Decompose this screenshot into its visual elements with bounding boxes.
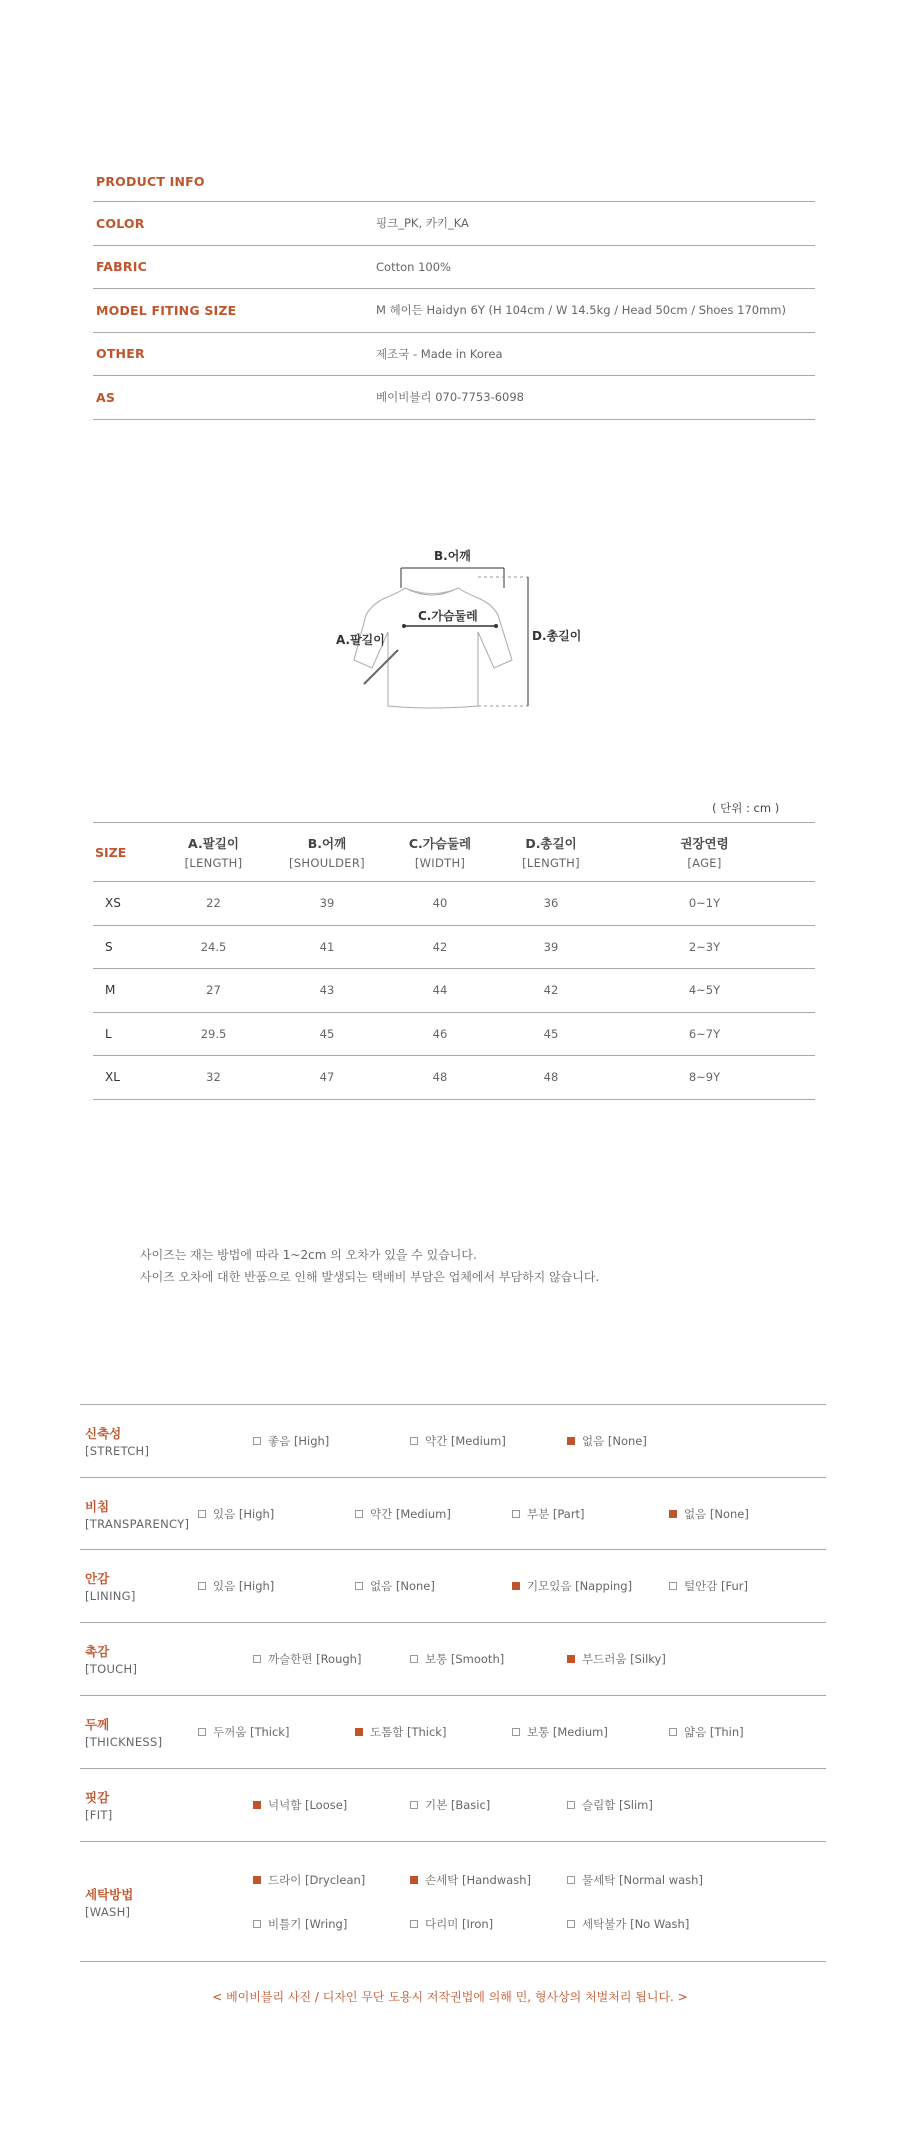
property-label-en: [TRANSPARENCY] [85, 1516, 190, 1531]
size-value-cell: 45 [319, 1026, 335, 1041]
property-label [80, 1788, 253, 1822]
property-label-en: [STRETCH] [85, 1444, 150, 1458]
property-label-en: [TOUCH] [85, 1662, 138, 1676]
size-value-cell: 39 [319, 896, 335, 911]
size-name-cell: XS [105, 896, 121, 911]
property-label [80, 1497, 198, 1531]
property-option-label: 슬림함 [Slim] [582, 1798, 653, 1812]
unchecked-box-icon [410, 1801, 418, 1809]
size-table [93, 822, 815, 1100]
table-row [93, 1013, 815, 1057]
property-row [80, 1478, 826, 1550]
unit-label: ( 단위 : cm ) [712, 801, 780, 815]
unchecked-box-icon [198, 1728, 206, 1736]
property-option [355, 1724, 512, 1740]
unchecked-box-icon [198, 1582, 206, 1590]
property-option [410, 1916, 567, 1932]
property-option [410, 1433, 567, 1449]
size-value-cell: 47 [319, 1070, 335, 1085]
size-value-cell: 2~3Y [688, 939, 721, 954]
property-option [410, 1651, 567, 1667]
size-value-cell: 29.5 [200, 1026, 227, 1041]
table-row [93, 882, 815, 926]
unchecked-box-icon [253, 1920, 261, 1928]
unchecked-box-icon [410, 1920, 418, 1928]
property-option-label: 기모있음 [Napping] [527, 1579, 633, 1593]
size-name-cell: L [105, 1026, 112, 1041]
size-value-cell: 41 [319, 939, 335, 954]
info-value: 핑크_PK, 카키_KA [376, 216, 469, 231]
property-label-ko: 두께 [85, 1717, 110, 1732]
property-option [355, 1506, 512, 1522]
size-value-cell: 22 [206, 896, 221, 911]
header-chest-en: [WIDTH] [414, 856, 466, 870]
property-option-label: 부드러움 [Silky] [582, 1652, 666, 1666]
property-row [80, 1405, 826, 1478]
property-option [253, 1916, 410, 1932]
checked-box-icon [669, 1510, 677, 1518]
property-option-label: 도톰함 [Thick] [370, 1725, 447, 1739]
property-option-label: 얇음 [Thin] [684, 1725, 744, 1739]
property-option-label: 비틀기 [Wring] [268, 1916, 348, 1931]
copyright-notice: < 베이비블리 사진 / 디자인 무단 도용시 저작권법에 의해 민, 형사상의 처벌처리 됩니다. > [212, 1990, 688, 2004]
checked-box-icon [567, 1655, 575, 1663]
property-option [512, 1724, 669, 1740]
info-label: OTHER [96, 346, 145, 362]
size-value-cell: 40 [432, 896, 448, 911]
property-option-label: 털안감 [Fur] [684, 1579, 748, 1593]
measurement-diagram [330, 540, 582, 720]
info-row-other [93, 333, 815, 377]
property-option [198, 1578, 355, 1594]
property-option-label: 약간 [Medium] [370, 1506, 451, 1521]
property-option-label: 드라이 [Dryclean] [268, 1872, 366, 1887]
notice-line: 사이즈 오차에 대한 반품으로 인해 발생되는 택배비 부담은 업체에서 부담하지 않습니다. [140, 1270, 600, 1284]
property-option-label: 까슬한편 [Rough] [268, 1652, 362, 1666]
property-option-label: 약간 [Medium] [425, 1434, 506, 1448]
header-age-en: [AGE] [687, 856, 722, 870]
size-value-cell: 4~5Y [688, 983, 721, 998]
unchecked-box-icon [567, 1920, 575, 1928]
diagram-label-length: D.총길이 [532, 629, 582, 643]
property-label [80, 1715, 198, 1749]
property-option-label: 보통 [Smooth] [425, 1652, 505, 1666]
info-label: FABRIC [96, 259, 147, 275]
unchecked-box-icon [198, 1510, 206, 1518]
unchecked-box-icon [669, 1582, 677, 1590]
product-info-table [93, 168, 815, 420]
info-value: M 헤이든 Haidyn 6Y (H 104cm / W 14.5kg / Head 50cm / Shoes 170mm) [376, 303, 786, 318]
unchecked-box-icon [410, 1437, 418, 1445]
checked-box-icon [512, 1582, 520, 1590]
size-value-cell: 0~1Y [688, 896, 721, 911]
property-option [512, 1506, 669, 1522]
garment-sketch-icon [330, 540, 582, 720]
property-option [198, 1506, 355, 1522]
size-table-header [93, 822, 815, 882]
property-option-label: 다리미 [Iron] [425, 1916, 494, 1931]
unchecked-box-icon [355, 1510, 363, 1518]
unchecked-box-icon [512, 1510, 520, 1518]
header-age: 권장연령 [680, 836, 729, 851]
property-option [567, 1872, 724, 1888]
checked-box-icon [567, 1437, 575, 1445]
header-length: D.총길이 [525, 836, 577, 851]
unchecked-box-icon [410, 1655, 418, 1663]
size-value-cell: 48 [432, 1070, 448, 1085]
property-label [80, 1642, 253, 1676]
checked-box-icon [253, 1801, 261, 1809]
property-option [512, 1578, 669, 1594]
property-option-label: 손세탁 [Handwash] [425, 1872, 531, 1887]
size-value-cell: 36 [543, 896, 559, 911]
info-row-color [93, 202, 815, 246]
size-notice [140, 1244, 599, 1288]
property-option [253, 1872, 410, 1888]
property-option [253, 1797, 410, 1813]
unchecked-box-icon [567, 1876, 575, 1884]
unchecked-box-icon [669, 1728, 677, 1736]
diagram-label-shoulder: B.어깨 [434, 549, 471, 563]
info-label: COLOR [96, 215, 145, 231]
info-value: 베이비블리 070-7753-6098 [376, 390, 524, 405]
property-label-ko: 안감 [85, 1571, 110, 1586]
property-option-label: 없음 [None] [370, 1579, 435, 1593]
property-label [80, 1885, 253, 1919]
property-row [80, 1550, 826, 1623]
size-value-cell: 43 [319, 983, 335, 998]
header-sleeve: A.팔길이 [188, 836, 239, 851]
property-option [253, 1433, 410, 1449]
property-label [80, 1569, 198, 1603]
property-option-label: 없음 [None] [582, 1434, 647, 1448]
info-label: MODEL FITING SIZE [96, 302, 237, 318]
size-value-cell: 27 [206, 983, 221, 998]
property-option [253, 1651, 410, 1667]
property-option [410, 1797, 567, 1813]
property-option-label: 물세탁 [Normal wash] [582, 1872, 703, 1887]
size-value-cell: 24.5 [200, 939, 227, 954]
property-option [355, 1578, 512, 1594]
property-label-en: [WASH] [85, 1904, 131, 1919]
size-name-cell: XL [105, 1070, 120, 1085]
checked-box-icon [355, 1728, 363, 1736]
unchecked-box-icon [355, 1582, 363, 1590]
checked-box-icon [253, 1876, 261, 1884]
info-row-model-size [93, 289, 815, 333]
header-shoulder-en: [SHOULDER] [289, 856, 365, 870]
property-option [669, 1724, 826, 1740]
header-length-en: [LENGTH] [522, 856, 580, 870]
size-value-cell: 45 [543, 1026, 559, 1041]
property-option-label: 있음 [High] [213, 1579, 275, 1593]
property-row [80, 1842, 826, 1962]
property-label-en: [FIT] [85, 1808, 113, 1822]
property-label-en: [LINING] [85, 1589, 136, 1603]
header-shoulder: B.어깨 [307, 836, 347, 851]
table-row [93, 969, 815, 1013]
size-name-cell: M [105, 983, 116, 998]
property-option-label: 기본 [Basic] [425, 1798, 491, 1812]
size-value-cell: 42 [543, 983, 559, 998]
info-row-as [93, 376, 815, 420]
size-name-cell: S [105, 939, 113, 954]
info-value: Cotton 100% [376, 259, 451, 274]
property-option-label: 있음 [High] [213, 1506, 275, 1521]
property-option-label: 부분 [Part] [527, 1506, 585, 1521]
size-value-cell: 8~9Y [688, 1070, 721, 1085]
property-option-label: 좋음 [High] [268, 1434, 330, 1448]
property-option [669, 1578, 826, 1594]
property-option [567, 1433, 724, 1449]
property-option [410, 1872, 567, 1888]
property-option [567, 1797, 724, 1813]
diagram-label-sleeve: A.팔길이 [336, 633, 385, 647]
property-label-ko: 핏감 [85, 1790, 110, 1805]
product-info-title: PRODUCT INFO [96, 174, 205, 189]
size-header: SIZE [95, 844, 127, 860]
size-value-cell: 46 [432, 1026, 448, 1041]
property-option [669, 1506, 826, 1522]
unchecked-box-icon [512, 1728, 520, 1736]
unchecked-box-icon [253, 1437, 261, 1445]
info-value: 제조국 - Made in Korea [376, 346, 503, 361]
property-label-ko: 신축성 [85, 1426, 122, 1441]
property-row [80, 1696, 826, 1769]
property-row [80, 1623, 826, 1696]
property-option-label: 보통 [Medium] [527, 1725, 608, 1739]
size-value-cell: 6~7Y [688, 1026, 721, 1041]
property-option-label: 두꺼움 [Thick] [213, 1725, 290, 1739]
property-option [198, 1724, 355, 1740]
property-option-label: 넉넉함 [Loose] [268, 1798, 348, 1812]
property-label [80, 1424, 253, 1458]
property-option-label: 없음 [None] [684, 1506, 749, 1521]
size-value-cell: 39 [543, 939, 559, 954]
header-chest: C.가슴둘레 [408, 836, 472, 851]
diagram-label-chest: C.가슴둘레 [418, 609, 478, 623]
size-value-cell: 48 [543, 1070, 559, 1085]
table-row [93, 1056, 815, 1100]
size-value-cell: 42 [432, 939, 448, 954]
unchecked-box-icon [253, 1655, 261, 1663]
property-option [567, 1916, 724, 1932]
checked-box-icon [410, 1876, 418, 1884]
property-label-ko: 비침 [85, 1498, 110, 1514]
unchecked-box-icon [567, 1801, 575, 1809]
product-info-header [93, 168, 815, 202]
info-label: AS [96, 389, 116, 405]
property-label-en: [THICKNESS] [85, 1735, 163, 1749]
property-option-label: 세탁불가 [No Wash] [582, 1916, 690, 1931]
size-value-cell: 32 [206, 1070, 221, 1085]
size-value-cell: 44 [432, 983, 448, 998]
fabric-properties-table [80, 1404, 826, 1962]
property-option [567, 1651, 724, 1667]
notice-line: 사이즈는 재는 방법에 따라 1~2cm 의 오차가 있을 수 있습니다. [140, 1248, 477, 1262]
property-label-ko: 촉감 [85, 1644, 110, 1659]
table-row [93, 926, 815, 970]
header-sleeve-en: [LENGTH] [184, 856, 243, 870]
property-label-ko: 세탁방법 [85, 1886, 134, 1902]
info-row-fabric [93, 246, 815, 290]
property-row [80, 1769, 826, 1842]
